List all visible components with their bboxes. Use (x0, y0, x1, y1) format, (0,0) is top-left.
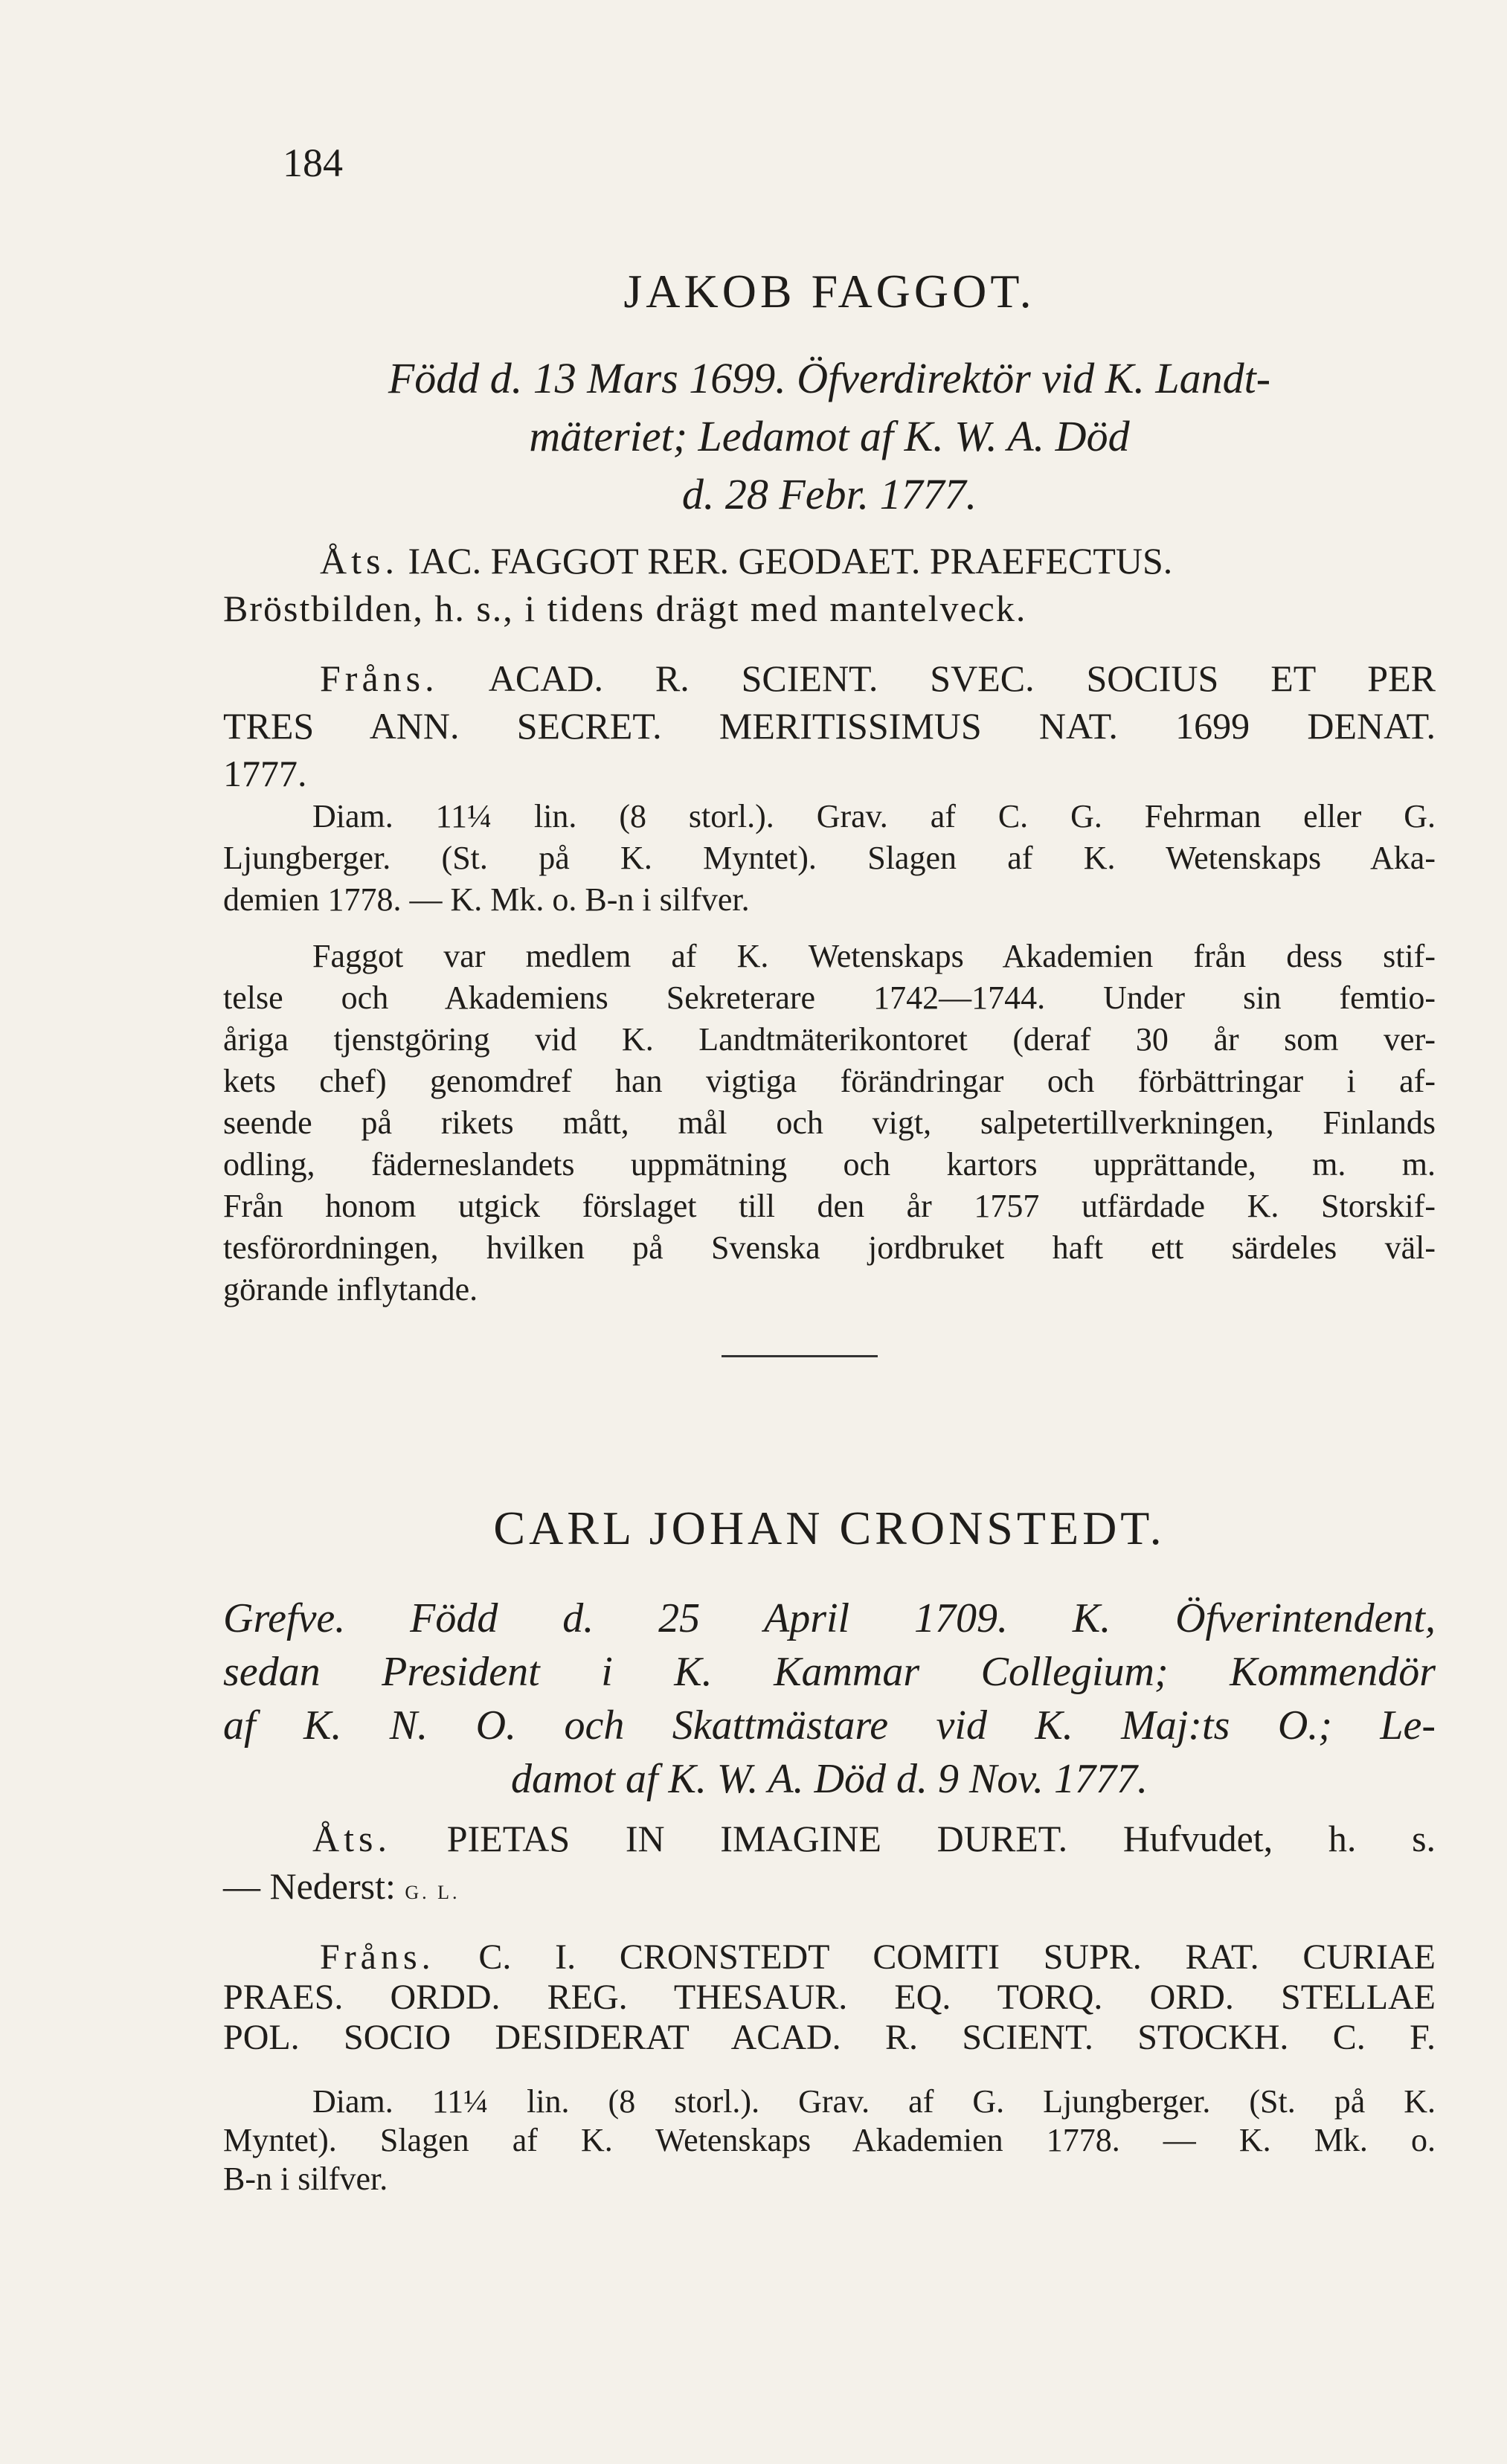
subtitle-line: d. 28 Febr. 1777. (681, 470, 977, 518)
specs-line: Diam. 11¼ lin. (8 storl.). Grav. af G. Ljungberger. (St. på K. (312, 2083, 1436, 2120)
obverse-label: Åts. (320, 540, 399, 582)
biography-faggot (223, 936, 1436, 1310)
page-number: 184 (283, 141, 343, 185)
obverse-description: Hufvudet, h. s. (1122, 1818, 1436, 1859)
bio-line: Faggot var medlem af K. Wetenskaps Akademien från dess stif- (312, 938, 1436, 974)
specs-line: Ljungberger. (St. på K. Myntet). Slagen af K. Wetenskaps Aka- (223, 840, 1436, 876)
obverse-cronstedt (223, 1815, 1436, 1917)
specs-cronstedt (223, 2082, 1436, 2198)
entry-title-faggot: JAKOB FAGGOT. (623, 265, 1035, 318)
reverse-label: Fråns. (320, 657, 439, 699)
bio-line: odling, fäderneslandets uppmätning och kartors upprättande, m. m. (223, 1146, 1436, 1183)
reverse-faggot (223, 654, 1436, 797)
obverse-label: Åts. (312, 1818, 391, 1859)
subtitle-line: mäteriet; Ledamot af K. W. A. Död (529, 412, 1130, 460)
obverse-inscription: IAC. FAGGOT RER. GEODAET. PRAEFECTUS. (408, 540, 1173, 582)
specs-line: B-n i silfver. (223, 2161, 388, 2197)
specs-line: Myntet). Slagen af K. Wetenskaps Akademien 1778. — K. Mk. o. (223, 2122, 1436, 2158)
bio-line: kets chef) genomdref han vigtiga förändringar och förbättringar i af- (223, 1063, 1436, 1099)
subtitle-line: damot af K. W. A. Död d. 9 Nov. 1777. (510, 1756, 1148, 1802)
reverse-cronstedt (223, 1937, 1436, 2058)
reverse-inscription-line: 1777. (223, 753, 307, 794)
engraver-initials: G. L. (405, 1882, 460, 1903)
obverse-inscription: PIETAS IN IMAGINE DURET. (446, 1818, 1068, 1859)
bio-line: telse och Akademiens Sekreterare 1742—1744. Under sin femtio- (223, 980, 1436, 1016)
obverse-faggot (223, 537, 1436, 632)
bio-line: görande inflytande. (223, 1271, 478, 1307)
entry-title-block (223, 264, 1436, 319)
bio-line: seende på rikets mått, mål och vigt, salpetertillverkningen, Finlands (223, 1104, 1436, 1141)
subtitle-line: Grefve. Född d. 25 April 1709. K. Öfverintendent, (223, 1595, 1436, 1641)
subtitle-line: Född d. 13 Mars 1699. Öfverdirektör vid K. Landt- (388, 354, 1271, 402)
obverse-description: Bröstbilden, h. s., i tidens drägt med mantelveck. (223, 588, 1027, 629)
obverse-bottom-prefix: — Nederst: (223, 1865, 396, 1907)
bio-line: tesförordningen, hvilken på Svenska jordbruket haft ett särdeles väl- (223, 1229, 1436, 1266)
reverse-inscription-line: PRAES. ORDD. REG. THESAUR. EQ. TORQ. ORD. STELLAE (223, 1978, 1436, 2017)
reverse-inscription-line: TRES ANN. SECRET. MERITISSIMUS NAT. 1699 DENAT. (223, 705, 1436, 747)
entry-subtitle-faggot (223, 350, 1436, 524)
specs-line: Diam. 11¼ lin. (8 storl.). Grav. af C. G. Fehrman eller G. (312, 798, 1436, 834)
bio-line: åriga tjenstgöring vid K. Landtmäterikontoret (deraf 30 år som ver- (223, 1021, 1436, 1058)
entry-title-cronstedt: CARL JOHAN CRONSTEDT. (493, 1502, 1166, 1554)
specs-faggot (223, 796, 1436, 921)
subtitle-line: af K. N. O. och Skattmästare vid K. Maj:ts O.; Le- (223, 1702, 1436, 1749)
entry-title-block (223, 1501, 1436, 1556)
reverse-inscription-line: C. I. CRONSTEDT COMITI SUPR. RAT. CURIAE (478, 1937, 1436, 1977)
specs-line: demien 1778. — K. Mk. o. B-n i silfver. (223, 881, 750, 918)
subtitle-line: sedan President i K. Kammar Collegium; Kommendör (223, 1649, 1436, 1695)
reverse-label: Fråns. (320, 1937, 435, 1977)
entry-subtitle-cronstedt (223, 1592, 1436, 1806)
reverse-inscription-line: ACAD. R. SCIENT. SVEC. SOCIUS ET PER (488, 657, 1436, 699)
reverse-inscription-line: POL. SOCIO DESIDERAT ACAD. R. SCIENT. STOCKH. C. F. (223, 2018, 1436, 2057)
section-divider (722, 1355, 878, 1357)
bio-line: Från honom utgick förslaget till den år 1757 utfärdade K. Storskif- (223, 1188, 1436, 1224)
